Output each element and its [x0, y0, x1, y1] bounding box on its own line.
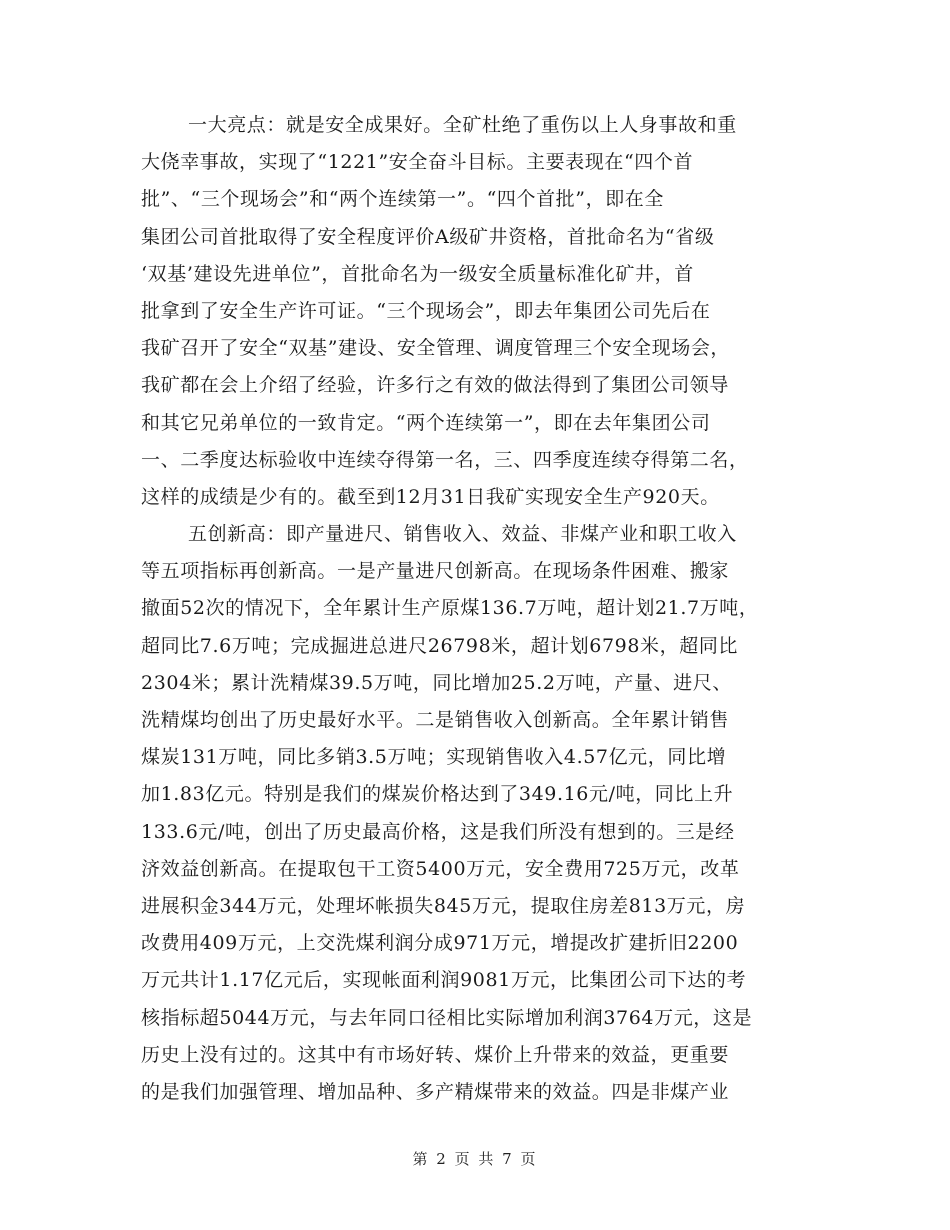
paragraph-line: 批”、“三个现场会”和“两个连续第一”。“四个首批”，即在全 [141, 188, 664, 211]
paragraph-line: 煤炭131万吨，同比多销3.5万吨；实现销售收入4.57亿元，同比增 [141, 746, 727, 769]
paragraph-line: 我矿都在会上介绍了经验，许多行之有效的做法得到了集团公司领导 [141, 374, 730, 397]
paragraph-line: 133.6元/吨，创出了历史最高价格，这是我们所没有想到的。三是经 [141, 820, 735, 843]
paragraph-line: 改费用409万元，上交洗煤利润分成971万元，增提改扩建折旧2200 [141, 932, 739, 955]
paragraph-line: 2304米；累计洗精煤39.5万吨，同比增加25.2万吨，产量、进尺、 [141, 671, 732, 694]
paragraph-line: 和其它兄弟单位的一致肯定。“两个连续第一”，即在去年集团公司 [141, 411, 711, 434]
paragraph-line: 核指标超5044万元，与去年同口径相比实际增加利润3764万元，这是 [141, 1006, 753, 1029]
paragraph-line: 洗精煤均创出了历史最好水平。二是销售收入创新高。全年累计销售 [141, 709, 730, 731]
paragraph-line: 大侥幸事故，实现了“1221”安全奋斗目标。主要表现在“四个首 [141, 151, 694, 174]
paragraph-line: 的是我们加强管理、增加品种、多产精煤带来的效益。四是非煤产业 [141, 1080, 730, 1103]
paragraph-line: 历史上没有过的。这其中有市场好转、煤价上升带来的效益，更重要 [141, 1043, 730, 1066]
paragraph-line: 超同比7.6万吨；完成掘进总进尺26798米，超计划6798米，超同比 [141, 634, 739, 657]
paragraph-line: 撤面52次的情况下，全年累计生产原煤136.7万吨，超计划21.7万吨， [141, 597, 759, 620]
paragraph-line: 一、二季度达标验收中连续夺得第一名，三、四季度连续夺得第二名， [141, 448, 749, 471]
paragraph-line: 这样的成绩是少有的。截至到12月31日我矿实现安全生产920天。 [141, 485, 720, 508]
paragraph-line: 济效益创新高。在提取包干工资5400万元，安全费用725万元，改革 [141, 857, 740, 880]
body-text [141, 107, 821, 1111]
paragraph-line: 我矿召开了安全“双基”建设、安全管理、调度管理三个安全现场会， [141, 337, 731, 360]
paragraph-line: 加1.83亿元。特别是我们的煤炭价格达到了349.16元/吨，同比上升 [141, 783, 734, 806]
paragraph-line: 一大亮点：就是安全成果好。全矿杜绝了重伤以上人身事故和重 [188, 114, 737, 136]
paragraph-line: 进展积金344万元，处理坏帐损失845万元，提取住房差813万元，房 [141, 894, 746, 917]
paragraph-line: 万元共计1.17亿元后，实现帐面利润9081万元，比集团公司下达的考 [141, 969, 747, 992]
paragraph-line: 集团公司首批取得了安全程度评价A级矿井资格，首批命名为“省级 [141, 225, 715, 248]
page-number-footer: 第 2 页 共 7 页 [412, 1150, 538, 1168]
paragraph-line: 批拿到了安全生产许可证。“三个现场会”，即去年集团公司先后在 [141, 299, 711, 322]
paragraph-line: 五创新高：即产量进尺、销售收入、效益、非煤产业和职工收入 [188, 523, 737, 546]
paragraph-line: ‘双基’建设先进单位”，首批命名为一级安全质量标准化矿井，首 [141, 262, 694, 285]
paragraph-line: 等五项指标再创新高。一是产量进尺创新高。在现场条件困难、搬家 [141, 560, 730, 583]
